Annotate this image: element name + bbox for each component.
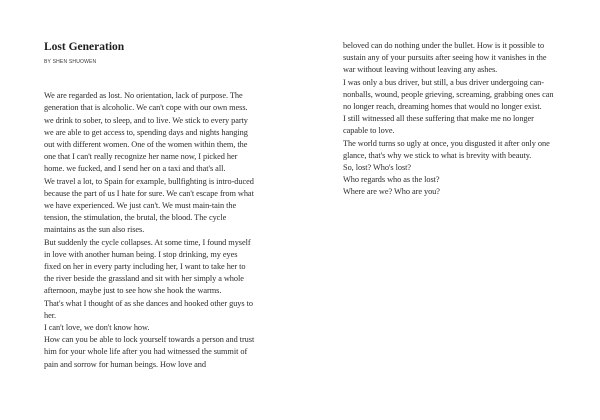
right-page-body: [343, 40, 555, 199]
article-byline: BY SHEN SHUOWEN: [44, 59, 97, 65]
paragraph: I was only a bus driver, but still, a bus driver undergoing can-nonballs, wound, people grieving, screaming, grabbing ones can no longer reach, dreaming homes that would no longer exist.: [343, 77, 554, 112]
article-title: Lost Generation: [44, 41, 125, 53]
paragraph: I can't love, we don't know how.: [44, 323, 150, 333]
paragraph: We are regarded as lost. No orientation, lack of purpose. The generation that is alcoholic. We can't cope with our own mess. we drink to sober, to sleep, and to live. We stick to every party we are able to get access to, spending days and nights hanging out with different women. One of the women within them, the one that I can't really recognize her name now, I picked her home. we fucked, and I send her on a taxi and that's all.: [44, 91, 248, 174]
left-page: [44, 40, 256, 371]
paragraph: The world turns so ugly at once, you disgusted it after only one glance, that's why we stick to what is brevity with beauty.: [343, 138, 550, 160]
paragraph: Who regards who as the lost?: [343, 175, 440, 185]
paragraph: So, lost? Who's lost?: [343, 163, 412, 173]
paragraph: How can you be able to lock yourself towards a person and trust him for your whole life after you had witnessed the summit of pain and sorrow for human beings. How love and: [44, 335, 255, 369]
paragraph: beloved can do nothing under the bullet. How is it possible to sustain any of your pursuits after seeing how it vanishes in the war without leaving without leaving any ashes.: [343, 41, 547, 75]
paragraph: We travel a lot, to Spain for example, bullfighting is intro-duced because the part of us I hate for sure. We can't escape from what we have experienced. We just can't. We must main-tain the tension, the stimulation, the brutal, the blood. The cycle maintains as the sun also rises.: [44, 176, 254, 235]
paragraph: Where are we? Who are you?: [343, 187, 440, 197]
right-page: [343, 40, 555, 199]
left-page-body: [44, 90, 256, 371]
paragraph: That's what I thought of as she dances and hooked other guys to her.: [44, 298, 253, 320]
paragraph: But suddenly the cycle collapses. At some time, I found myself in love with another human being. I stop drinking, my eyes fixed on her in every party including her, I want to take her to the river beside the grassland and sit with her simply a whole afternoon, maybe just to see how she hook the warms.: [44, 237, 251, 296]
paragraph: I still witnessed all these suffering that make me no longer capable to love.: [343, 114, 534, 136]
